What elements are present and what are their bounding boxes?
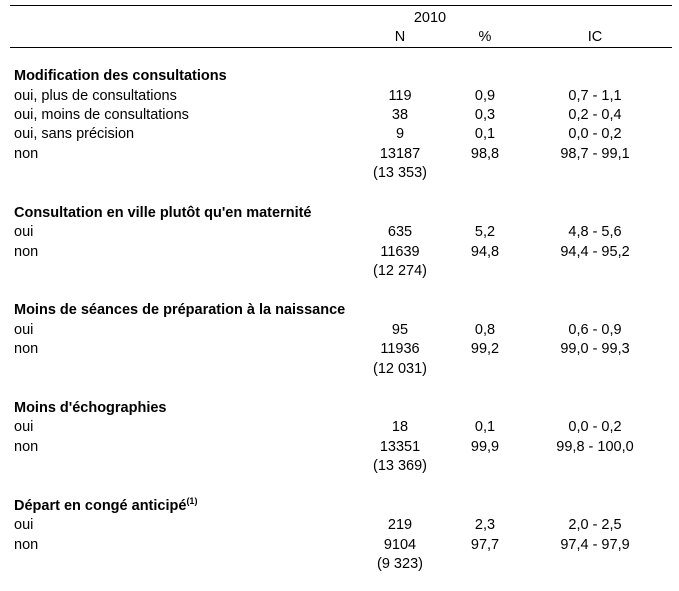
row-ic: 0,6 - 0,9 xyxy=(568,322,622,338)
row-ic: 0,0 - 0,2 xyxy=(568,419,622,435)
percent-column-header: % xyxy=(478,29,492,45)
section-title: Départ en congé anticipé$^{(1)}$ xyxy=(14,496,198,514)
row-percent: 94,8 xyxy=(470,244,500,260)
row-label: non xyxy=(14,341,39,357)
row-n: 11639 xyxy=(380,244,420,260)
row-label: non xyxy=(14,146,39,162)
row-percent: 98,8 xyxy=(470,146,500,162)
row-label: oui xyxy=(14,419,34,435)
section-title: Moins d'échographies xyxy=(14,400,167,416)
row-label: oui xyxy=(14,517,34,533)
section-total: (13 369) xyxy=(372,458,427,474)
year-header: 2010 xyxy=(413,10,447,26)
section-total: (12 031) xyxy=(372,361,427,377)
row-ic: 2,0 - 2,5 xyxy=(568,517,622,533)
row-percent: 0,1 xyxy=(474,419,496,435)
row-label: oui xyxy=(14,322,34,338)
section-title: Modification des consultations xyxy=(14,68,227,84)
section-title: Moins de séances de préparation à la naissance xyxy=(14,302,346,318)
footnote-marker: (1) xyxy=(186,496,198,506)
row-n: 95 xyxy=(391,322,409,338)
row-percent: 0,1 xyxy=(474,126,496,142)
header-bottom-rule xyxy=(10,47,672,48)
row-percent: 0,8 xyxy=(474,322,496,338)
row-ic: 97,4 - 97,9 xyxy=(560,537,630,553)
row-label: oui xyxy=(14,224,34,240)
row-ic: 99,8 - 100,0 xyxy=(556,439,634,455)
row-n: 635 xyxy=(387,224,413,240)
ic-column-header: IC xyxy=(587,29,603,45)
row-percent: 99,9 xyxy=(470,439,500,455)
row-n: 13187 xyxy=(379,146,421,162)
row-label: non xyxy=(14,439,39,455)
row-percent: 99,2 xyxy=(470,341,500,357)
row-percent: 0,3 xyxy=(474,107,496,123)
row-n: 9 xyxy=(395,126,405,142)
row-ic: 4,8 - 5,6 xyxy=(568,224,622,240)
row-label: oui, moins de consultations xyxy=(14,107,189,123)
row-label: non xyxy=(14,244,39,260)
row-label: oui, sans précision xyxy=(14,126,135,142)
row-n: 219 xyxy=(387,517,413,533)
row-n: 119 xyxy=(388,88,412,104)
section-total: (9 323) xyxy=(377,556,423,572)
row-percent: 97,7 xyxy=(470,537,500,553)
row-n: 11936 xyxy=(380,341,420,357)
row-ic: 0,0 - 0,2 xyxy=(568,126,622,142)
row-ic: 0,7 - 1,1 xyxy=(568,88,622,104)
section-total: (13 353) xyxy=(372,165,427,181)
row-percent: 0,9 xyxy=(474,88,496,104)
section-total: (12 274) xyxy=(372,263,427,279)
row-ic: 0,2 - 0,4 xyxy=(568,107,622,123)
row-ic: 98,7 - 99,1 xyxy=(560,146,630,162)
row-label: non xyxy=(14,537,39,553)
row-label: oui, plus de consultations xyxy=(14,88,177,104)
table-top-rule xyxy=(10,5,672,6)
row-ic: 99,0 - 99,3 xyxy=(560,341,630,357)
row-ic: 94,4 - 95,2 xyxy=(560,244,630,260)
row-n: 13351 xyxy=(379,439,421,455)
row-n: 38 xyxy=(391,107,409,123)
row-n: 18 xyxy=(391,419,409,435)
section-title: Consultation en ville plutôt qu'en maternité xyxy=(14,205,312,221)
row-percent: 5,2 xyxy=(474,224,496,240)
n-column-header: N xyxy=(394,29,406,45)
row-n: 9104 xyxy=(383,537,417,553)
row-percent: 2,3 xyxy=(474,517,496,533)
